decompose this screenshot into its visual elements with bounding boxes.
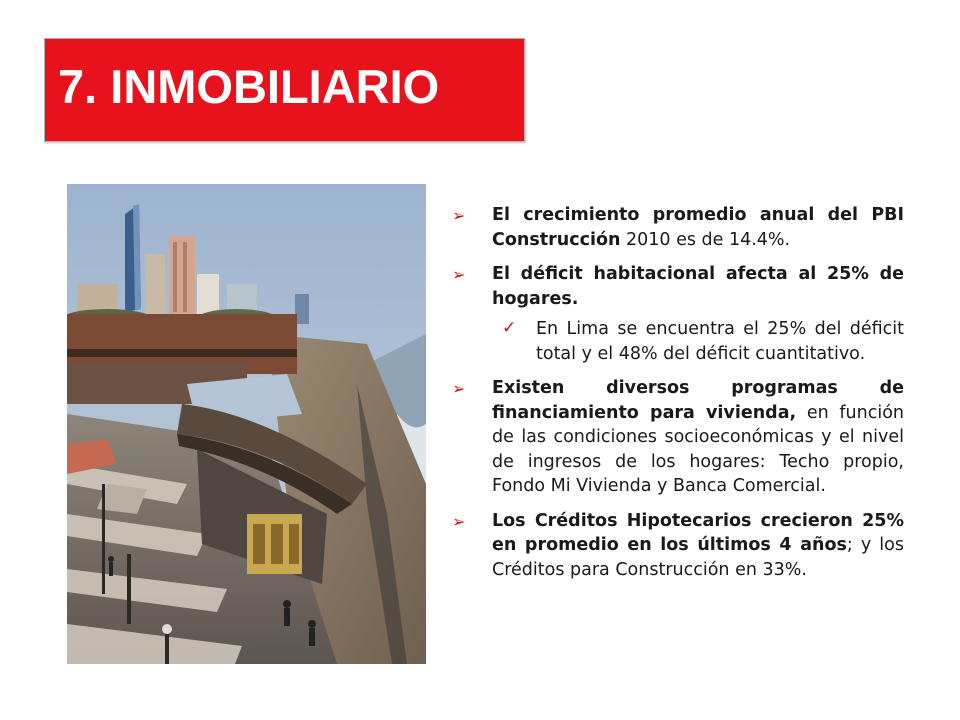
bullet-text: ; y los Créditos para Construcción en 33%. [492,535,904,580]
arrow-bullet-icon: ➢ [452,379,466,398]
bullet-bold-text: Los Créditos Hipotecarios crecieron 25% en promedio en los últimos 4 años [492,510,904,555]
arrow-bullet-icon: ➢ [452,265,466,284]
bullet-text: en función de las condiciones socioeconómicas y el nivel de ingresos de los hogares: Techo propio, Fondo Mi Vivienda y Banca Comercial. [492,402,904,496]
title-banner [44,38,525,142]
slide-title: 7. INMOBILIARIO [58,60,440,113]
bullet-text: En Lima se encuentra el 25% del déficit total y el 48% del déficit cuantitativo. [536,319,904,364]
sub-bullet-item-lima [452,317,904,366]
bullet-item-creditos [452,509,904,583]
bullet-item-financiamiento [452,376,904,499]
bullet-text: 2010 es de 14.4%. [620,229,791,250]
bullet-item-deficit [452,262,904,311]
bullet-bold-text: Existen diversos programas de financiamiento para vivienda, [492,378,904,423]
bullet-list [452,203,904,592]
check-bullet-icon: ✓ [502,318,517,338]
bullet-bold-text: El crecimiento promedio anual del PBI Construcción [492,205,904,250]
photo-coastal-mall [67,184,426,664]
arrow-bullet-icon: ➢ [452,206,466,225]
arrow-bullet-icon: ➢ [452,511,466,531]
bullet-item-pbi [452,203,904,252]
bullet-bold-text: El déficit habitacional afecta al 25% de hogares. [492,264,904,309]
